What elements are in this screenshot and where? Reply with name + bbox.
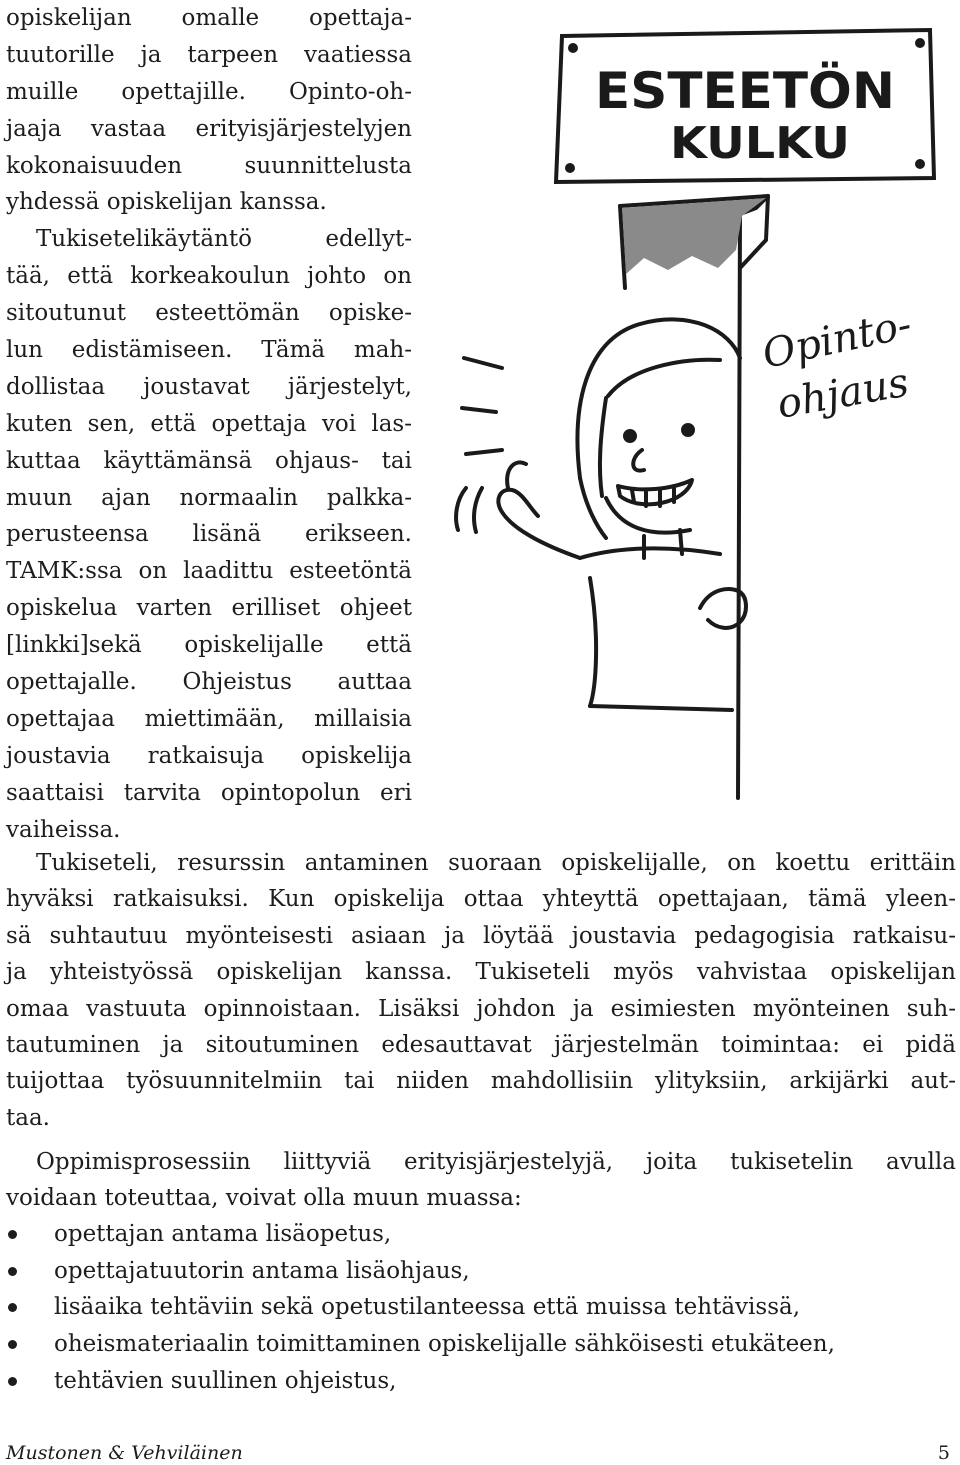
page-number: 5 [937,1442,950,1464]
handwritten-label-line-2: ohjaus [773,359,913,428]
text-line: opettajalle. Ohjeistus auttaa [6,669,412,696]
arrangements-list [6,1216,946,1399]
bullet-icon [8,1377,17,1386]
sign-text-line-2: KULKU [670,118,850,169]
text-line: voidaan toteuttaa, voivat olla muun muassa: [6,1185,522,1212]
text-line: [linkki]sekä opiskelijalle että [6,632,412,659]
text-line: hyväksi ratkaisuksi. Kun opiskelija ottaa yhteyttä opettajaan, tämä yleen- [6,886,956,913]
column-paragraph [6,0,412,848]
text-line: tää, että korkeakoulun johto on [6,263,412,290]
text-line: muun ajan normaalin palkka- [6,484,412,511]
sign-text-line-1: ESTEETÖN [595,62,887,120]
text-line: joustavia ratkaisuja opiskelija [6,742,412,769]
list-item-text: tehtävien suullinen ohjeistus, [54,1367,397,1394]
character-girl [498,319,746,710]
handwritten-label-line-1: Opinto- [758,301,916,378]
bullet-icon [8,1267,17,1276]
motion-lines [456,358,502,532]
list-item-text: opettajan antama lisäopetus, [54,1221,392,1247]
list-item [6,1253,946,1290]
text-line: tautuminen ja sitoutuminen edesauttavat järjestelmän toimintaa: ei pidä [6,1031,956,1058]
bullet-icon [8,1303,17,1312]
text-line: sitoutunut esteettömän opiske- [6,300,412,327]
text-line: saattaisi tarvita opintopolun eri [6,779,412,806]
list-item-text: opettajatuutorin antama lisäohjaus, [54,1257,470,1284]
paragraph-oppimisprosessi [6,1144,956,1217]
text-line: vaiheissa. [6,816,121,843]
text-line: Tukiseteli, resurssin antaminen suoraan opiskelijalle, on koettu erittäin [36,850,956,876]
bullet-icon [8,1230,17,1239]
text-line: muille opettajille. Opinto-oh- [6,78,412,105]
text-line: ja yhteistyössä opiskelijan kanssa. Tukiseteli myös vahvistaa opiskelijan [6,959,956,986]
text-line: dollistaa joustavat järjestelyt, [6,373,412,400]
text-line: tuutorille ja tarpeen vaatiessa [6,41,412,68]
text-line: yhdessä opiskelijan kanssa. [6,189,327,216]
text-line: omaa vastuuta opinnoistaan. Lisäksi johdon ja esimiesten myönteinen suh- [6,995,956,1022]
text-line: sä suhtautuu myönteisesti asiaan ja löytää joustavia pedagogisia ratkaisu- [6,922,956,949]
text-line: perusteensa lisänä erikseen. [6,521,412,548]
list-item [6,1363,946,1400]
list-item [6,1326,946,1363]
list-item-text: oheismateriaalin toimittaminen opiskelijalle sähköisesti etukäteen, [54,1331,835,1358]
list-item [6,1289,946,1326]
text-line: taa. [6,1104,50,1131]
footer-authors: Mustonen & Vehviläinen [6,1442,243,1464]
text-line: opettajaa miettimään, millaisia [6,705,412,732]
text-line: lun edistämiseen. Tämä mah- [6,337,412,364]
bullet-icon [8,1340,17,1349]
illustration-accessible-passage [430,18,960,808]
text-line: kuten sen, että opettaja voi las- [6,410,412,437]
text-line: kokonaisuuden suunnittelusta [6,152,412,179]
text-line: TAMK:ssa on laadittu esteetöntä [6,558,412,585]
text-line: opiskelua varten erilliset ohjeet [6,595,412,622]
text-line: opiskelijan omalle opettaja- [6,5,412,31]
list-item-text: lisäaika tehtäviin sekä opetustilanteessa että muissa tehtävissä, [54,1294,801,1321]
text-line: kuttaa käyttämänsä ohjaus- tai [6,447,412,474]
list-item [6,1216,946,1253]
paragraph-tukiseteli [6,845,956,1136]
text-line: jaaja vastaa erityisjärjestelyjen [6,115,412,142]
text-line: tuijottaa työsuunnitelmiin tai niiden mahdollisiin ylityksiin, arkijärki aut- [6,1068,956,1095]
text-line: Oppimisprosessiin liittyviä erityisjärjestelyjä, joita tukisetelin avulla [36,1149,956,1175]
text-line: Tukisetelikäytäntö edellyt- [36,226,412,253]
